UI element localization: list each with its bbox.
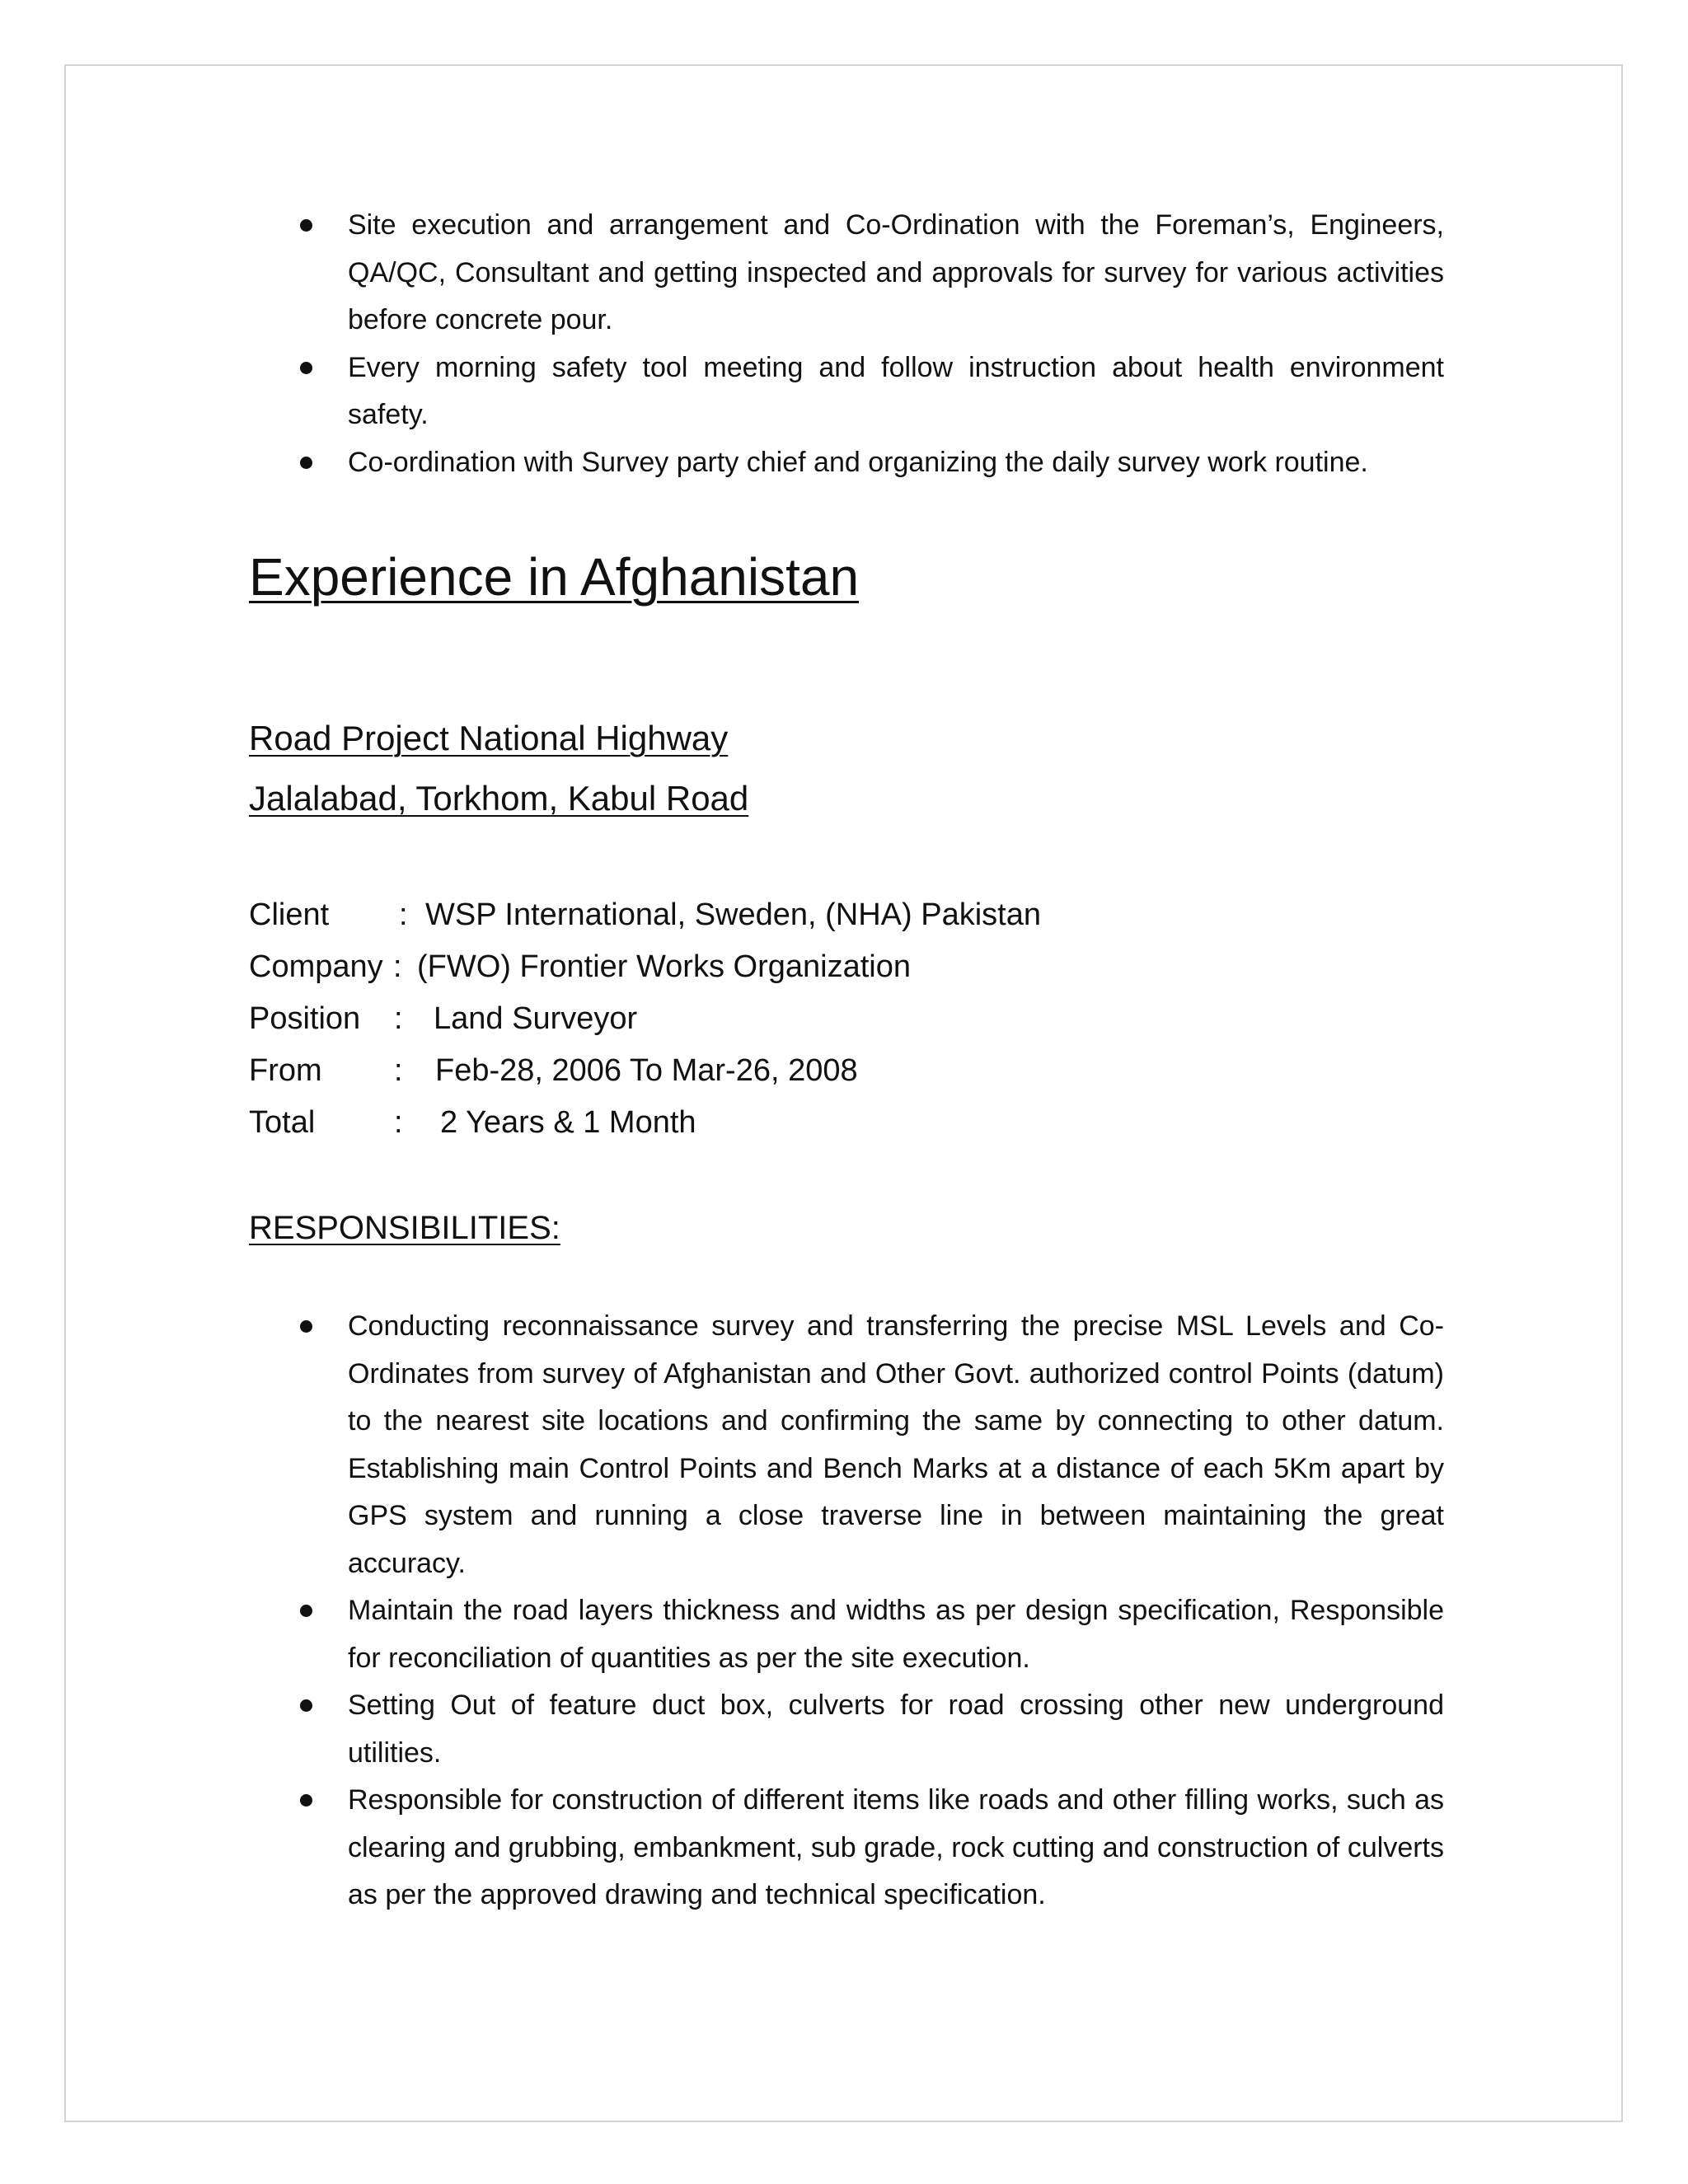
project-title-line2: Jalalabad, Torkhom, Kabul Road	[249, 779, 749, 818]
list-item	[249, 344, 1444, 439]
list-item-text: Site execution and arrangement and Co-Ordination with the Foreman’s, Engineers, QA/QC, Consultant and getting inspected and approvals for survey for various activities before concrete pour.	[348, 209, 1444, 335]
detail-value: (FWO) Frontier Works Organization	[417, 949, 911, 984]
bullet-icon	[300, 1794, 312, 1807]
bullet-icon	[300, 1605, 312, 1617]
detail-separator: :	[399, 898, 408, 932]
detail-value: WSP International, Sweden, (NHA) Pakistan	[425, 898, 1041, 932]
list-item-text: Maintain the road layers thickness and widths as per design specification, Responsible for reconciliation of quantities as per the site execution.	[348, 1595, 1444, 1674]
bullet-icon	[300, 219, 312, 232]
list-item-text: Conducting reconnaissance survey and transferring the precise MSL Levels and Co-Ordinates from survey of Afghanistan and Other Govt. authorized control Points (datum) to the nearest site locations and confirming the same by connecting to other datum. Establishing main Control Points and Bench Marks at a distance of each 5Km apart by GPS system and running a close traverse line in between maintaining the great accuracy.	[348, 1310, 1444, 1579]
list-item	[249, 1777, 1444, 1919]
list-item-text: Every morning safety tool meeting and follow instruction about health environment safety.	[348, 351, 1444, 430]
detail-value: Feb-28, 2006 To Mar-26, 2008	[435, 1053, 858, 1088]
detail-separator: :	[394, 1053, 403, 1088]
list-item	[249, 1587, 1444, 1682]
detail-label: From	[249, 1053, 322, 1088]
detail-separator: :	[394, 1001, 403, 1036]
detail-label: Company	[249, 949, 383, 984]
bullet-icon	[300, 1699, 312, 1712]
detail-label: Client	[249, 898, 330, 932]
bullet-icon	[300, 362, 312, 374]
list-item	[249, 1303, 1444, 1587]
bullet-icon	[300, 457, 312, 469]
list-item	[249, 202, 1444, 344]
responsibilities-list	[249, 1303, 1444, 1919]
detail-label: Total	[249, 1105, 316, 1140]
top-bullet-list	[249, 202, 1444, 486]
list-item-text: Co-ordination with Survey party chief and organizing the daily survey work routine.	[348, 446, 1368, 478]
responsibilities-heading: RESPONSIBILITIES:	[249, 1210, 560, 1246]
list-item	[249, 439, 1444, 487]
bullet-icon	[300, 1320, 312, 1333]
list-item-text: Setting Out of feature duct box, culverts for road crossing other new underground utilities.	[348, 1690, 1444, 1769]
detail-label: Position	[249, 1001, 361, 1036]
list-item-text: Responsible for construction of different items like roads and other filling works, such as clearing and grubbing, embankment, sub grade, rock cutting and construction of culverts as per the approved drawing and technical specification.	[348, 1784, 1444, 1910]
detail-value: 2 Years & 1 Month	[440, 1105, 696, 1140]
detail-separator: :	[393, 949, 402, 984]
project-title-line1: Road Project National Highway	[249, 719, 729, 757]
detail-separator: :	[394, 1105, 403, 1140]
section-title: Experience in Afghanistan	[249, 547, 860, 607]
detail-value: Land Surveyor	[434, 1001, 638, 1036]
list-item	[249, 1682, 1444, 1777]
